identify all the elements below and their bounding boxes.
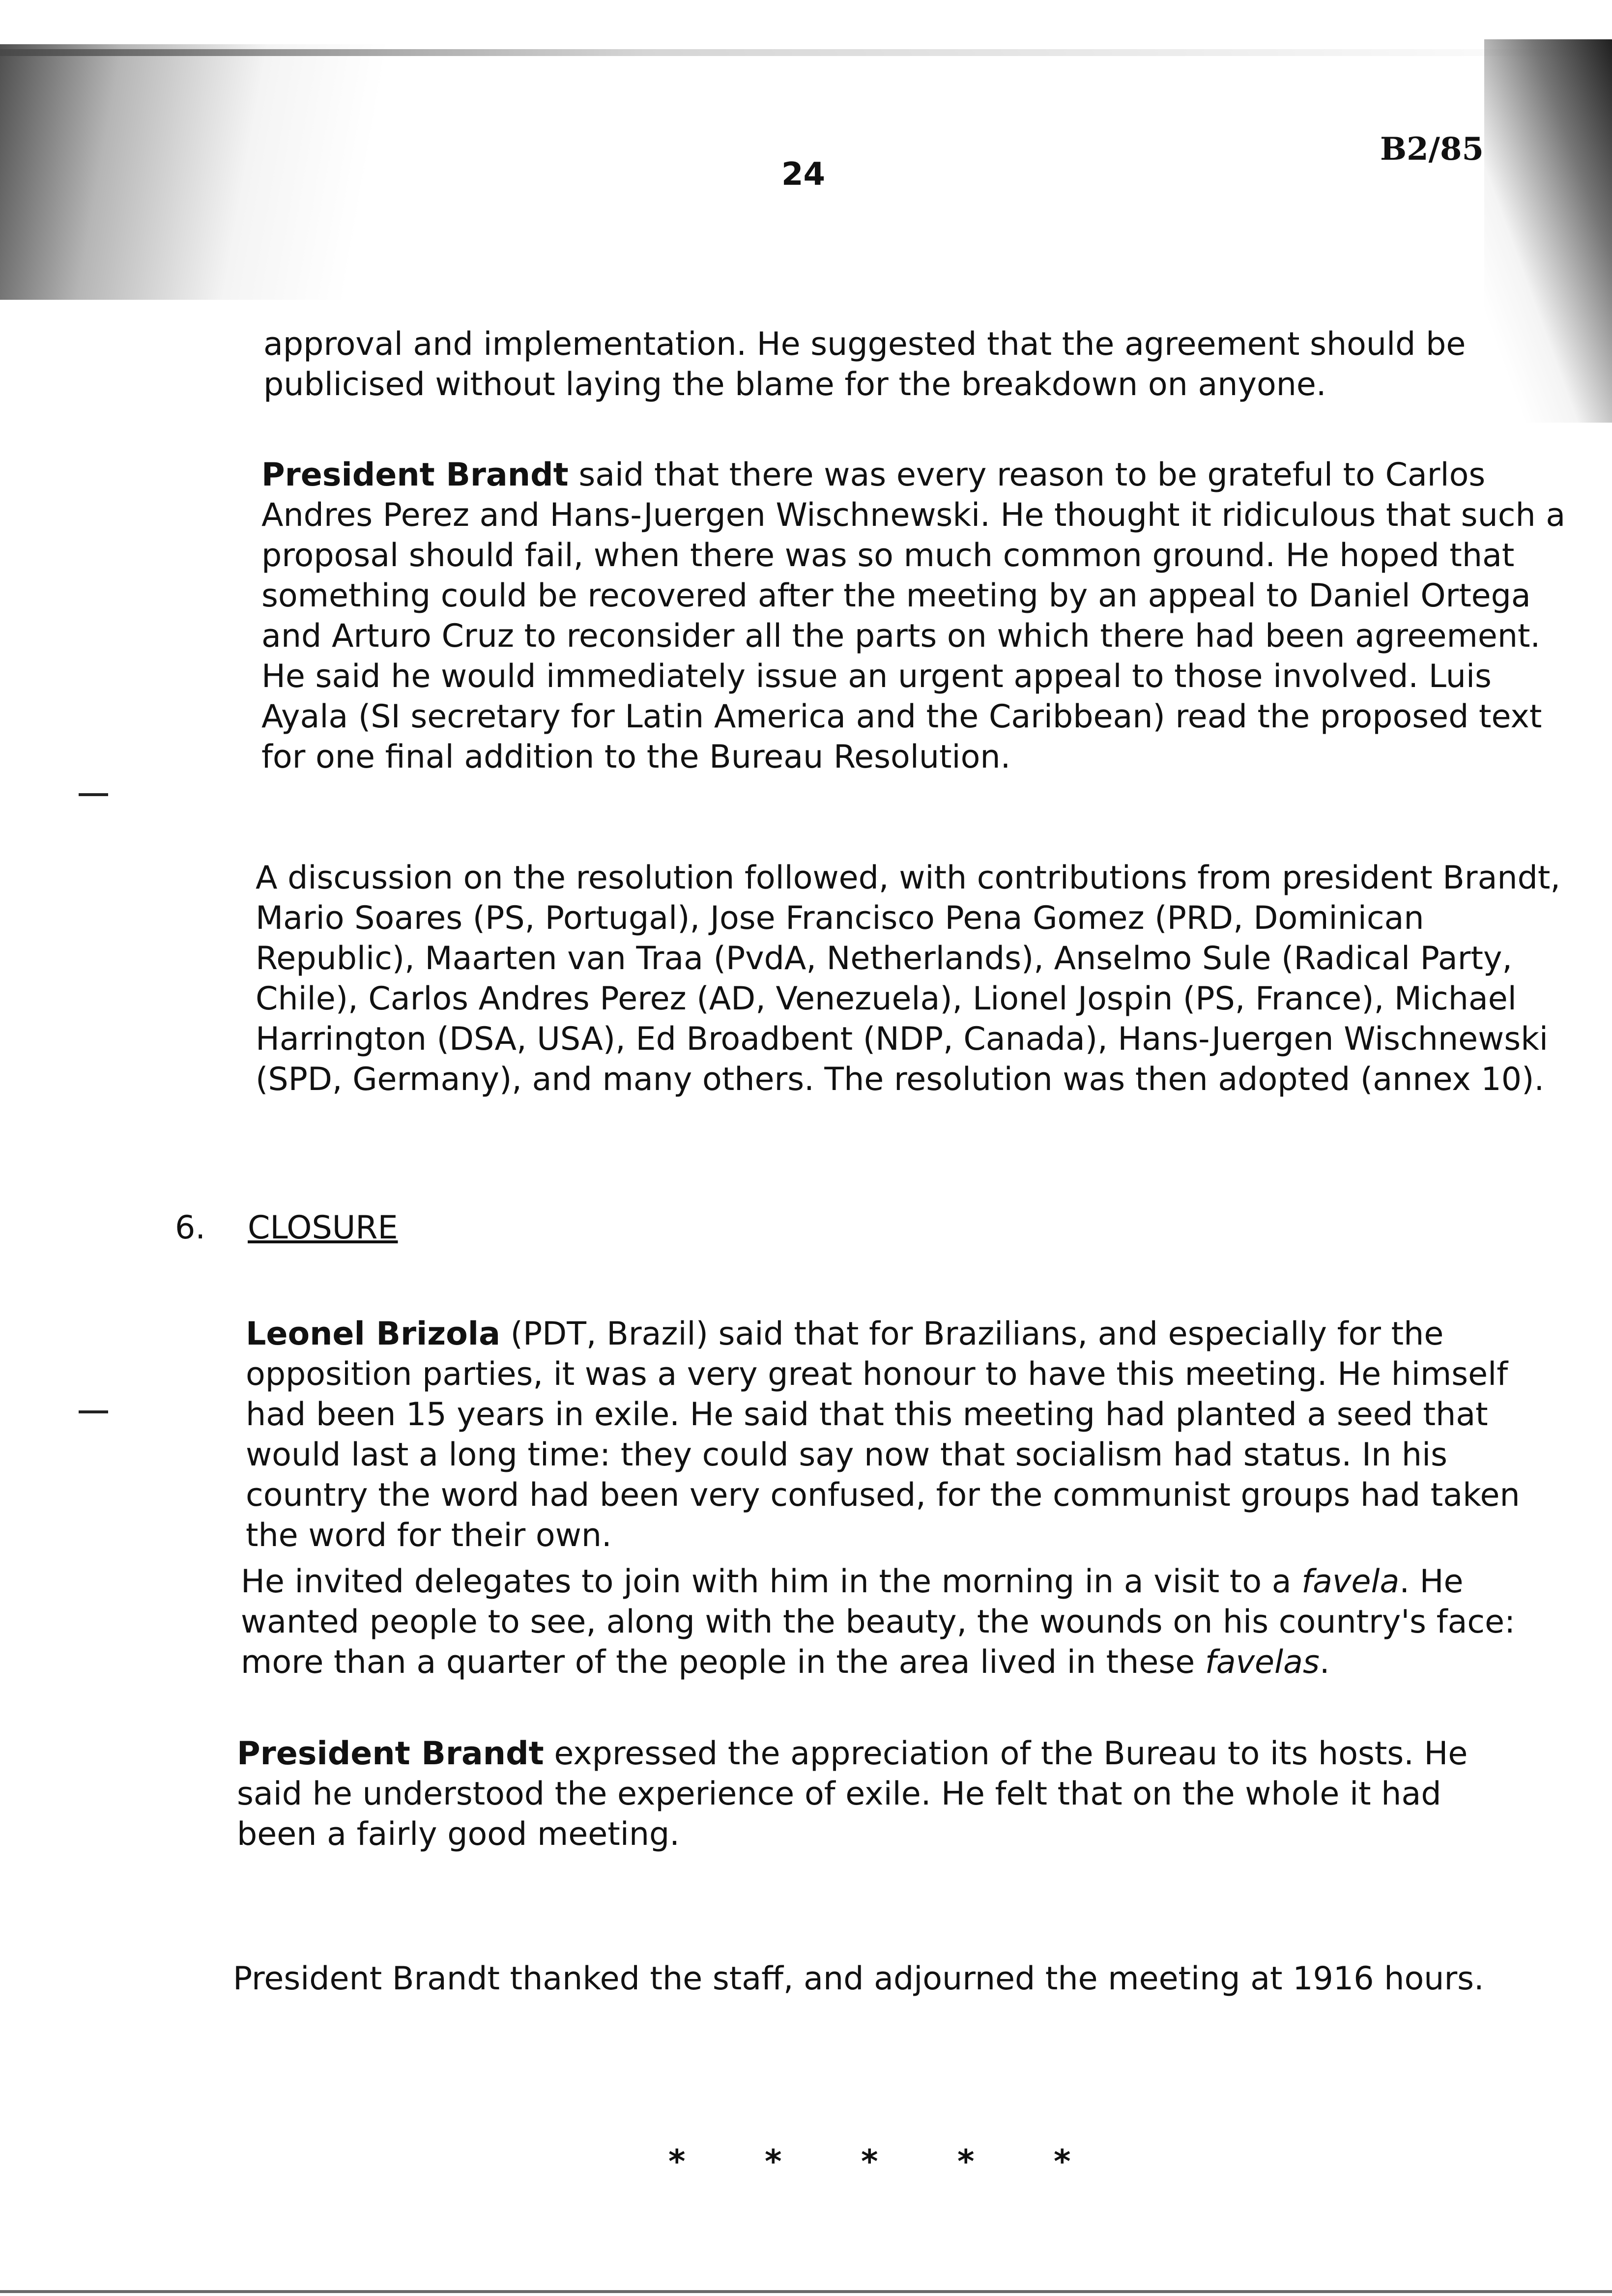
paragraph-text: . He wanted people to see, along with the beauty, the wounds on his country's face: more than a quarter of the people in the area lived in these xyxy=(241,1563,1516,1681)
scan-shadow-left xyxy=(0,44,442,300)
page-number: 24 xyxy=(781,156,826,193)
paragraph-text: . xyxy=(1319,1644,1330,1681)
separator-star: * xyxy=(668,2143,686,2181)
paragraph-favela xyxy=(241,1562,1548,1683)
paragraph-text: said that there was every reason to be grateful to Carlos Andres Perez and Hans-Juergen Wischnewski. He thought it ridiculous that such a proposal should fail, when there was so much common ground. He hoped that something could be recovered after the meeting by an appeal to Daniel Ortega and Arturo Cruz to reconsider all the parts on which there had been agreement. He said he would immediately issue an urgent appeal to those involved. Luis Ayala (SI secretary for Latin America and the Caribbean) read the proposed text for one final addition to the Bureau Resolution. xyxy=(261,457,1566,775)
paragraph-discussion xyxy=(256,858,1571,1100)
paragraph-brandt-grateful xyxy=(261,455,1572,777)
speaker-name: President Brandt xyxy=(237,1735,544,1772)
scan-edge-bottom xyxy=(0,2290,1612,2293)
scan-edge-top xyxy=(0,49,1612,56)
speaker-name: Leonel Brizola xyxy=(246,1316,500,1352)
paragraph-text: He invited delegates to join with him in the morning in a visit to a xyxy=(241,1563,1302,1600)
speaker-name: President Brandt xyxy=(261,457,569,493)
paragraph-text: (PDT, Brazil) said that for Brazilians, and especially for the opposition parties, it was a very great honour to have this meeting. He himself had been 15 years in exile. He said that this meeting had planted a seed that would last a long time: they could say now that socialism had status. In his country the word had been very confused, for the communist groups had taken the word for their own. xyxy=(246,1316,1520,1554)
paragraph-text: A discussion on the resolution followed, with contributions from president Brandt, Mario Soares (PS, Portugal), Jose Francisco Pena Gomez (PRD, Dominican Republic), Maarten van Traa (PvdA, Netherlands), Anselmo Sule (Radical Party, Chile), Carlos Andres Perez (AD, Venezuela), Lionel Jospin (PS, France), Michael Harrington (DSA, USA), Ed Broadbent (NDP, Canada), Hans-Juergen Wischnewski (SPD, Germany), and many others. The resolution was then adopted (annex 10). xyxy=(256,860,1561,1098)
separator-star: * xyxy=(1054,2143,1071,2181)
separator-star: * xyxy=(765,2143,782,2181)
document-reference: B2/85 xyxy=(1380,131,1484,168)
margin-dash-mark xyxy=(79,1410,108,1413)
paragraph-text: expressed the appreciation of the Bureau to its hosts. He said he understood the experience of exile. He felt that on the whole it had been a fairly good meeting. xyxy=(237,1735,1468,1853)
section-title: CLOSURE xyxy=(248,1209,398,1246)
paragraph-brizola xyxy=(246,1314,1543,1556)
italic-term: favela xyxy=(1301,1563,1400,1600)
section-number: 6. xyxy=(175,1209,206,1246)
paragraph-text: President Brandt thanked the staff, and adjourned the meeting at 1916 hours. xyxy=(233,1960,1484,1997)
paragraph-brandt-appreciation xyxy=(237,1734,1515,1855)
separator-star: * xyxy=(957,2143,975,2181)
paragraph-adjourned xyxy=(233,1959,1540,1999)
separator-star: * xyxy=(861,2143,878,2181)
star-separator xyxy=(668,2143,1150,2181)
paragraph-approval xyxy=(263,324,1571,405)
italic-term: favelas xyxy=(1205,1644,1320,1681)
margin-dash-mark xyxy=(79,793,108,796)
paragraph-text: approval and implementation. He suggested that the agreement should be publicised without laying the blame for the breakdown on anyone. xyxy=(263,326,1466,403)
